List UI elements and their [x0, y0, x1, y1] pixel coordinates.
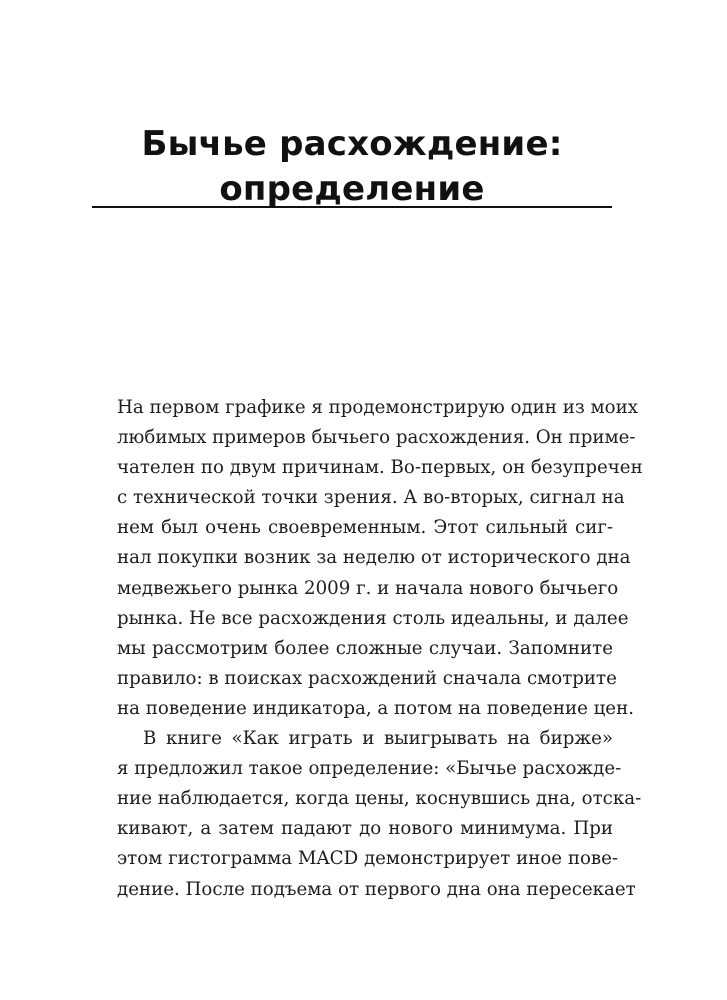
paragraph-1-line: На первом графике я продемонстрирую один из моих — [117, 397, 639, 418]
chapter-heading — [92, 122, 612, 212]
paragraph-1-line: с технической точки зрения. А во-вторых, сигнал на — [117, 487, 625, 509]
paragraph-1-line: на поведение индикатора, а потом на поведение цен. — [117, 697, 634, 719]
paragraph-2-line: дение. После подъема от первого дна она пересекает — [117, 878, 636, 900]
paragraph-1-line: мы рассмотрим более сложные случаи. Запомните — [117, 637, 613, 659]
paragraph-1-line: любимых примеров бычьего расхождения. Он приме- — [117, 427, 636, 449]
paragraph-2-line: кивают, а затем падают до нового минимума. При — [117, 818, 613, 840]
paragraph-1-line: нал покупки возник за неделю от исторического дна — [117, 547, 631, 569]
paragraph-1-line: нем был очень своевременным. Этот сильный сиг- — [117, 517, 613, 539]
paragraph-2-line: В книге «Как играть и выигрывать на бирже» — [143, 728, 613, 750]
paragraph-2-line: я предложил такое определение: «Бычье расхожде- — [117, 758, 622, 780]
paragraph-1-line: правило: в поисках расхождений сначала смотрите — [117, 667, 617, 689]
heading-underline — [92, 206, 612, 208]
heading-line-1: Бычье расхождение: — [141, 124, 563, 164]
paragraph-1-line: рынка. Не все расхождения столь идеальны, и далее — [117, 607, 629, 629]
heading-line-2: определение — [219, 169, 485, 209]
body-text — [117, 393, 643, 905]
paragraph-2-line: этом гистограмма MACD демонстрирует иное пове- — [117, 848, 619, 870]
paragraph-1-line: чателен по двум причинам. Во-первых, он безупречен — [117, 457, 643, 479]
paragraph-1-line: медвежьего рынка 2009 г. и начала нового бычьего — [117, 577, 619, 599]
paragraph-2-line: ние наблюдается, когда цены, коснувшись дна, отска- — [117, 788, 642, 810]
